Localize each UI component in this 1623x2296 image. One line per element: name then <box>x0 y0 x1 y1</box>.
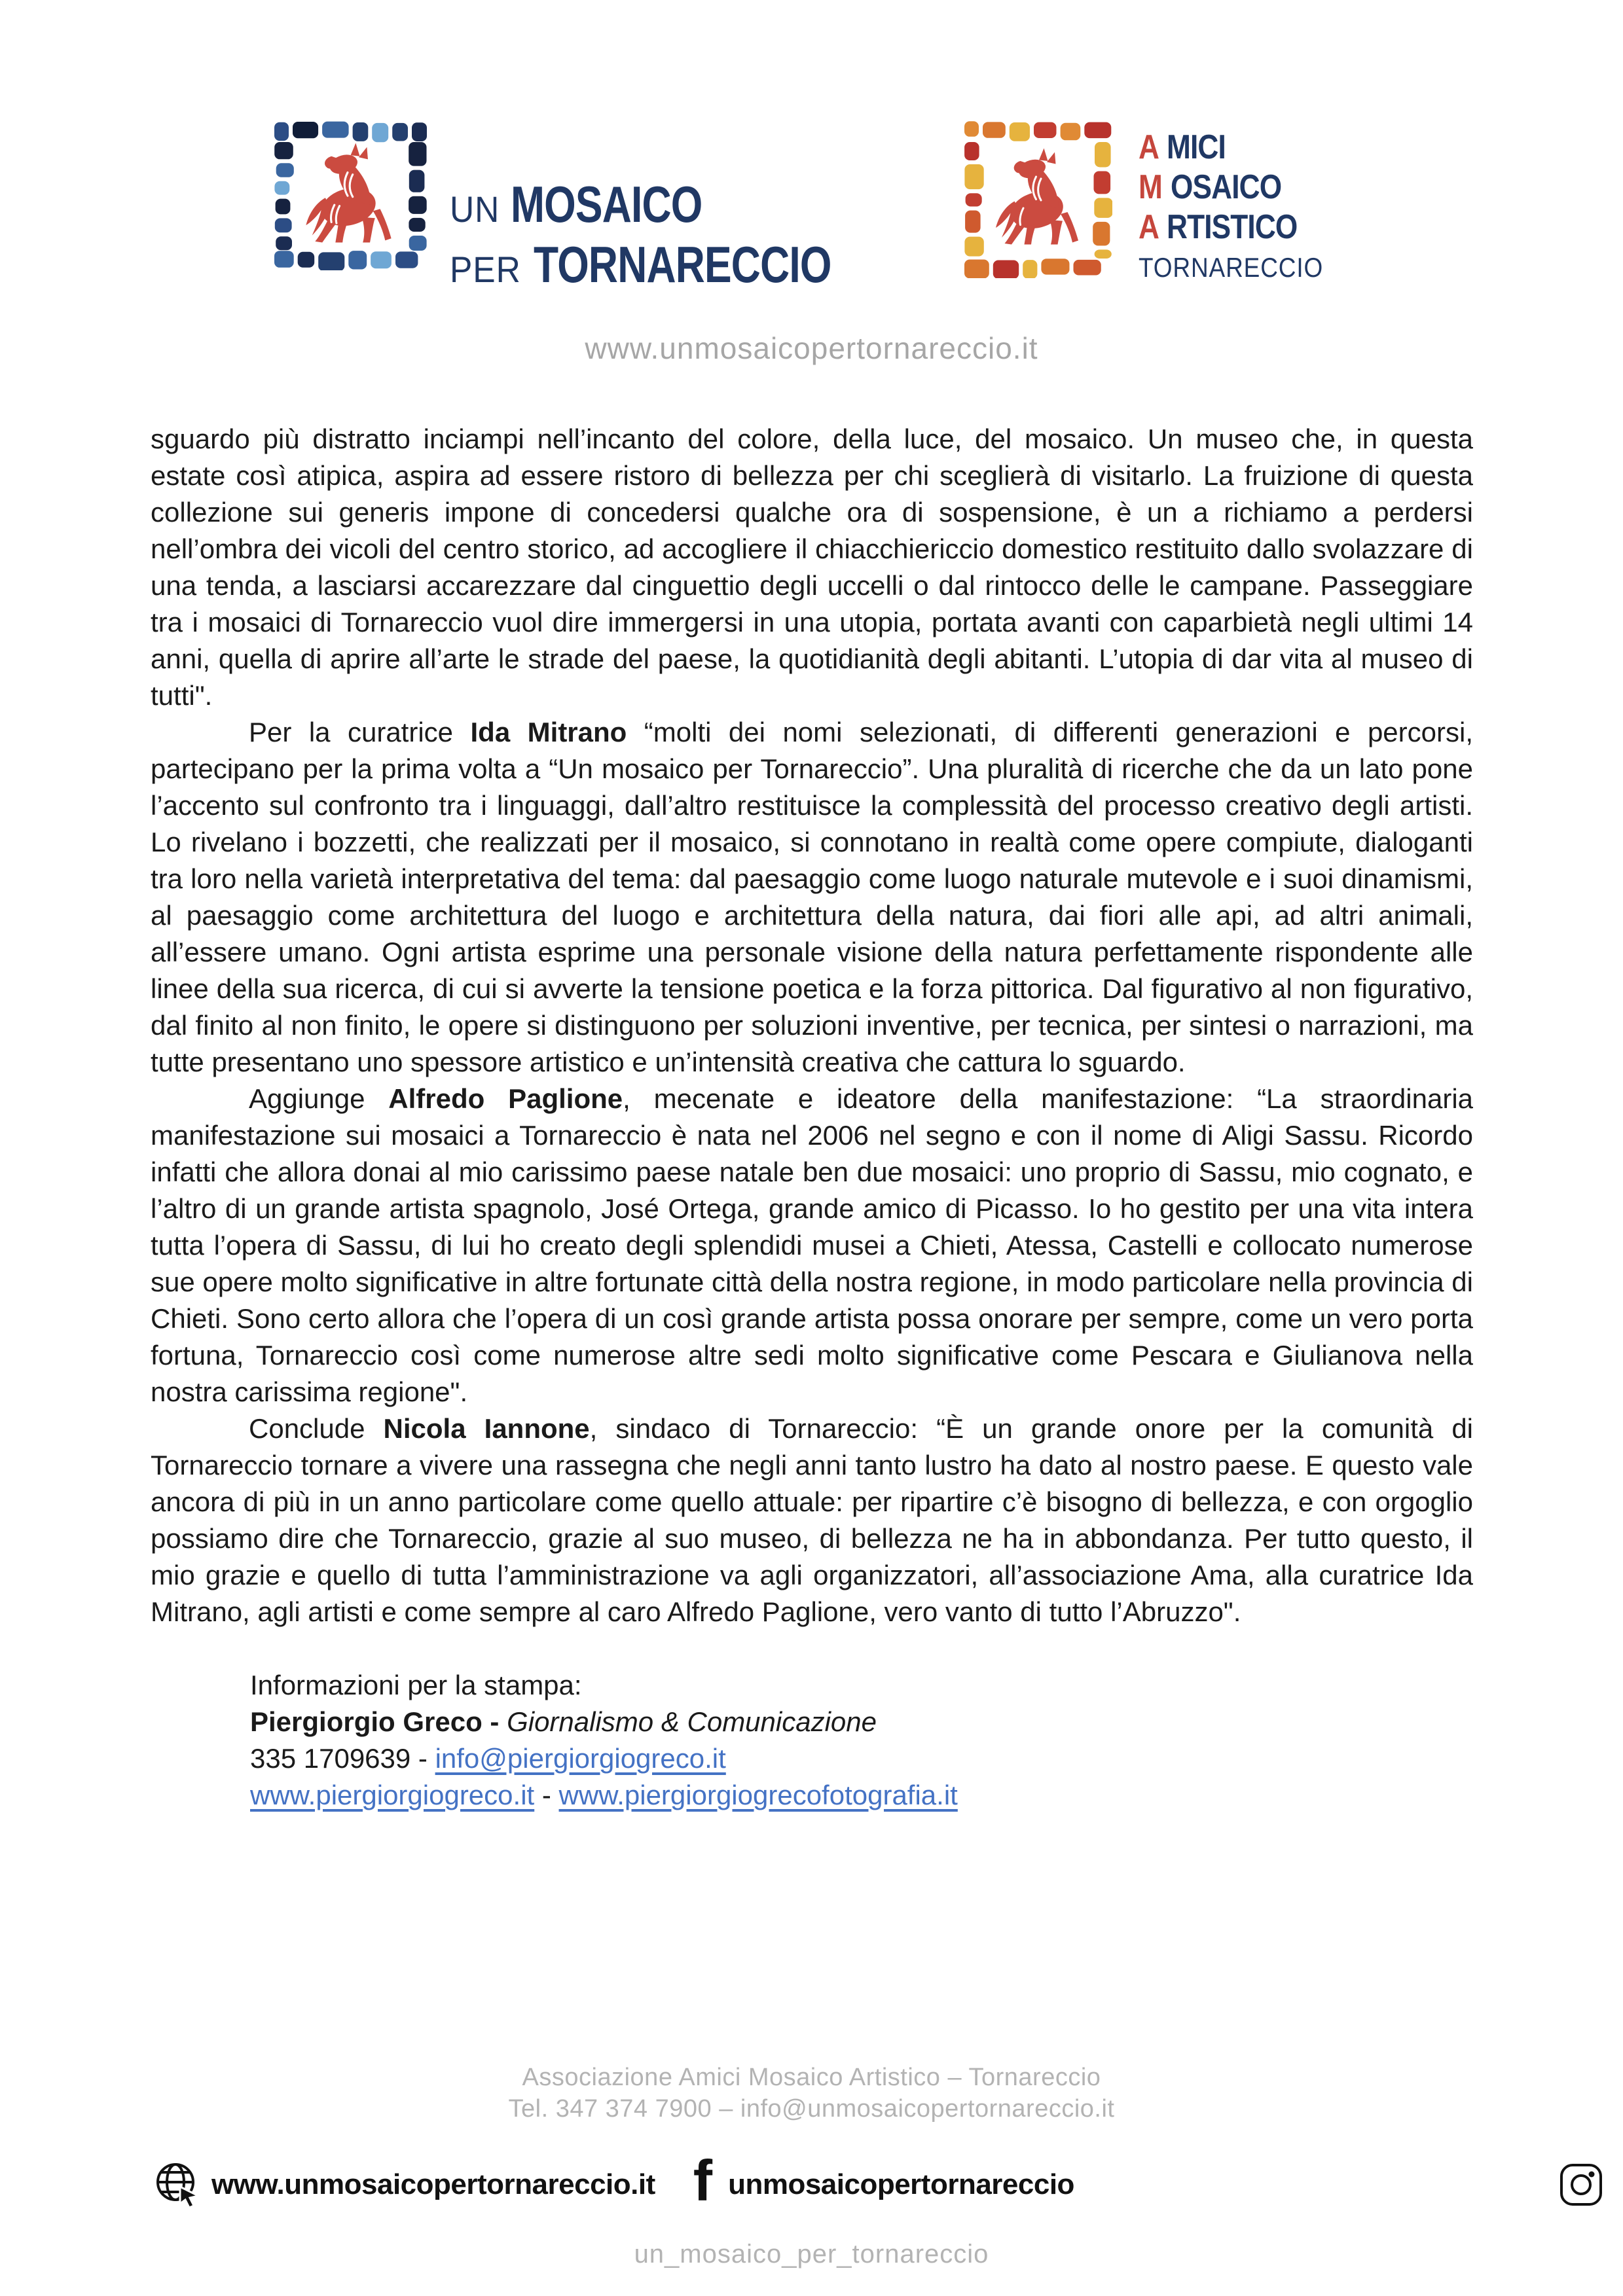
ama-rest-rtistico: RTISTICO <box>1166 208 1298 246</box>
press-website-link-1[interactable]: www.piergiorgiogreco.it <box>250 1780 535 1810</box>
paragraph-lead: Aggiunge <box>249 1083 389 1114</box>
logo-ama-wordmark <box>1139 130 1349 281</box>
paragraph-lead: Conclude <box>249 1413 384 1444</box>
ama-rest-mici: MICI <box>1166 128 1226 166</box>
paragraph-mayor-quote <box>151 1410 1473 1630</box>
facebook-icon[interactable]: f <box>693 2148 713 2213</box>
press-contact-name-line <box>250 1704 1473 1740</box>
paragraph-patron-quote <box>151 1081 1473 1410</box>
mayor-name: Nicola Iannone <box>383 1413 590 1444</box>
paragraph-lead: Per la curatrice <box>249 717 471 747</box>
mosaic-frame-horse-blue-icon <box>274 121 427 270</box>
footer-website-label[interactable]: www.unmosaicopertornareccio.it <box>211 2168 655 2200</box>
footer-facebook-label[interactable]: unmosaicopertornareccio <box>728 2168 1074 2200</box>
press-websites-separator: - <box>534 1780 559 1810</box>
logo-word-mosaico: MOSAICO <box>510 175 702 233</box>
press-contact-block <box>250 1667 1473 1814</box>
mosaic-frame-horse-red-icon <box>964 121 1112 278</box>
ama-subtitle-tornareccio: TORNARECCIO <box>1139 252 1324 283</box>
globe-cursor-icon[interactable] <box>154 2161 202 2209</box>
instagram-icon[interactable] <box>1559 2162 1603 2207</box>
red-horse-icon <box>306 143 391 243</box>
paragraph-text: , mecenate e ideatore della manifestazione: “La straordinaria manifestazione sui mosaici a Tornareccio è nata nel 2006 nel segno e con il nome di Aligi Sassu. Ricordo infatti che allora donai al mio carissimo paese natale ben due mosaici: uno proprio di Sassu, mio cognato, e l’altro di un grande artista spagnolo, José Ortega, grande amico di Picasso. Io ho gestito per una vita intera tutta l’opera di Sassu, di lui ho creato degli splendidi musei a Chieti, Atessa, Castelli e collocato numerose sue opere molto significative in altre fortunate città della nostra regione, in modo particolare nella provincia di Chieti. Sono certo allora che l’opera di un così grande artista possa onorare per sempre, come un vero porta fortuna, Tornareccio così come numerose altre sedi molto significative come Pescara e Giulianova nella nostra carissima regione". <box>151 1083 1474 1407</box>
press-phone-line <box>250 1740 1473 1777</box>
header-website-url: www.unmosaicopertornareccio.it <box>585 331 1038 365</box>
press-websites-line <box>250 1777 1473 1814</box>
press-release-body <box>151 421 1473 1630</box>
logo-word-per: PER <box>450 249 521 290</box>
press-phone: 335 1709639 - <box>250 1743 435 1774</box>
paragraph-text: , sindaco di Tornareccio: “È un grande onore per la comunità di Tornareccio tornare a vivere una rassegna che negli anni tanto lustro ha dato al nostro paese. E questo vale ancora di più in un anno particolare come quello attuale: per ripartire c’è bisogno di bellezza, e con orgoglio possiamo dire che Tornareccio, grazie al suo museo, di bellezza ne ha in abbondanza. Per tutto questo, il mio grazie e quello di tutta l’amministrazione va agli organizzatori, all’associazione Ama, alla curatrice Ida Mitrano, agli artisti e come sempre al caro Alfredo Paglione, vero vanto di tutto l’Abruzzo". <box>151 1413 1474 1627</box>
ama-initial-a1: A <box>1139 128 1159 166</box>
logo-amici-mosaico-artistico <box>964 121 1349 281</box>
footer-contact-line: Tel. 347 374 7900 – info@unmosaicopertornareccio.it <box>508 2095 1115 2123</box>
patron-name: Alfredo Paglione <box>388 1083 623 1114</box>
logo-wordmark <box>450 175 905 293</box>
paragraph-text: sguardo più distratto inciampi nell’incanto del colore, della luce, del mosaico. Un museo che, in questa estate così atipica, aspira ad essere ristoro di bellezza per chi sceglierà di visitarlo. La fruizione di questa collezione sui generis impone di concedersi qualche ora di sospensione, è un a richiamo a perdersi nell’ombra dei vicoli del centro storico, ad accogliere il chiacchiericcio domestico restituito dallo svolazzare di una tenda, a lasciarsi accarezzare dal cinguettio degli uccelli o dal rintocco delle le campane. Passeggiare tra i mosaici di Tornareccio vuol dire immergersi in una utopia, portata avanti con caparbietà negli ultimi 14 anni, quella di aprire all’arte le strade del paese, la quotidianità degli abitanti. L’utopia di dar vita al museo di tutti". <box>151 423 1473 711</box>
press-contact-role: Giornalismo & Comunicazione <box>507 1706 877 1737</box>
curator-name: Ida Mitrano <box>470 717 627 747</box>
paragraph-curator-quote <box>151 714 1473 1081</box>
press-heading: Informazioni per la stampa: <box>250 1670 582 1700</box>
logo-word-un: UN <box>450 188 500 230</box>
ama-rest-osaico: OSAICO <box>1170 168 1282 206</box>
ama-initial-m: M <box>1139 168 1163 206</box>
header <box>0 121 1623 293</box>
press-website-link-2[interactable]: www.piergiorgiogrecofotografia.it <box>558 1780 958 1810</box>
footer-social-row <box>0 2148 1623 2214</box>
footer-instagram-handle: un_mosaico_per_tornareccio <box>634 2240 989 2269</box>
footer <box>0 2062 1623 2269</box>
red-horse-icon <box>996 149 1078 245</box>
footer-association-line: Associazione Amici Mosaico Artistico – Tornareccio <box>522 2064 1101 2091</box>
ama-initial-a2: A <box>1139 208 1159 246</box>
logo-word-tornareccio: TORNARECCIO <box>534 236 831 293</box>
paragraph-text: “molti dei nomi selezionati, di differenti generazioni e percorsi, partecipano per la prima volta a “Un mosaico per Tornareccio”. Una pluralità di ricerche che da un lato pone l’accento sul confronto tra i linguaggi, dall’altro restituisce la complessità del processo creativo degli artisti. Lo rivelano i bozzetti, che realizzati per il mosaico, si connotano in realtà come opere compiute, dialoganti tra loro nella varietà interpretativa del tema: dal paesaggio come luogo naturale mutevole e i suoi dinamismi, al paesaggio come architettura del luogo e architettura della natura, dai fiori alle api, ad altri animali, all’essere umano. Ogni artista esprime una personale visione della natura perfettamente rispondente alle linee della sua ricerca, di cui si avverte la tensione poetica e la forza pittorica. Dal figurativo al non figurativo, dal finito al non finito, le opere si distinguono per soluzioni inventive, per tecnica, per sintesi o narrazioni, ma tutte presentano uno spessore artistico e un’intensità creativa che cattura lo sguardo. <box>151 717 1473 1077</box>
press-contact-name: Piergiorgio Greco - <box>250 1706 507 1737</box>
paragraph-museum <box>151 421 1473 714</box>
press-email-link[interactable]: info@piergiorgiogreco.it <box>435 1743 726 1774</box>
logo-un-mosaico-per-tornareccio <box>274 121 905 293</box>
